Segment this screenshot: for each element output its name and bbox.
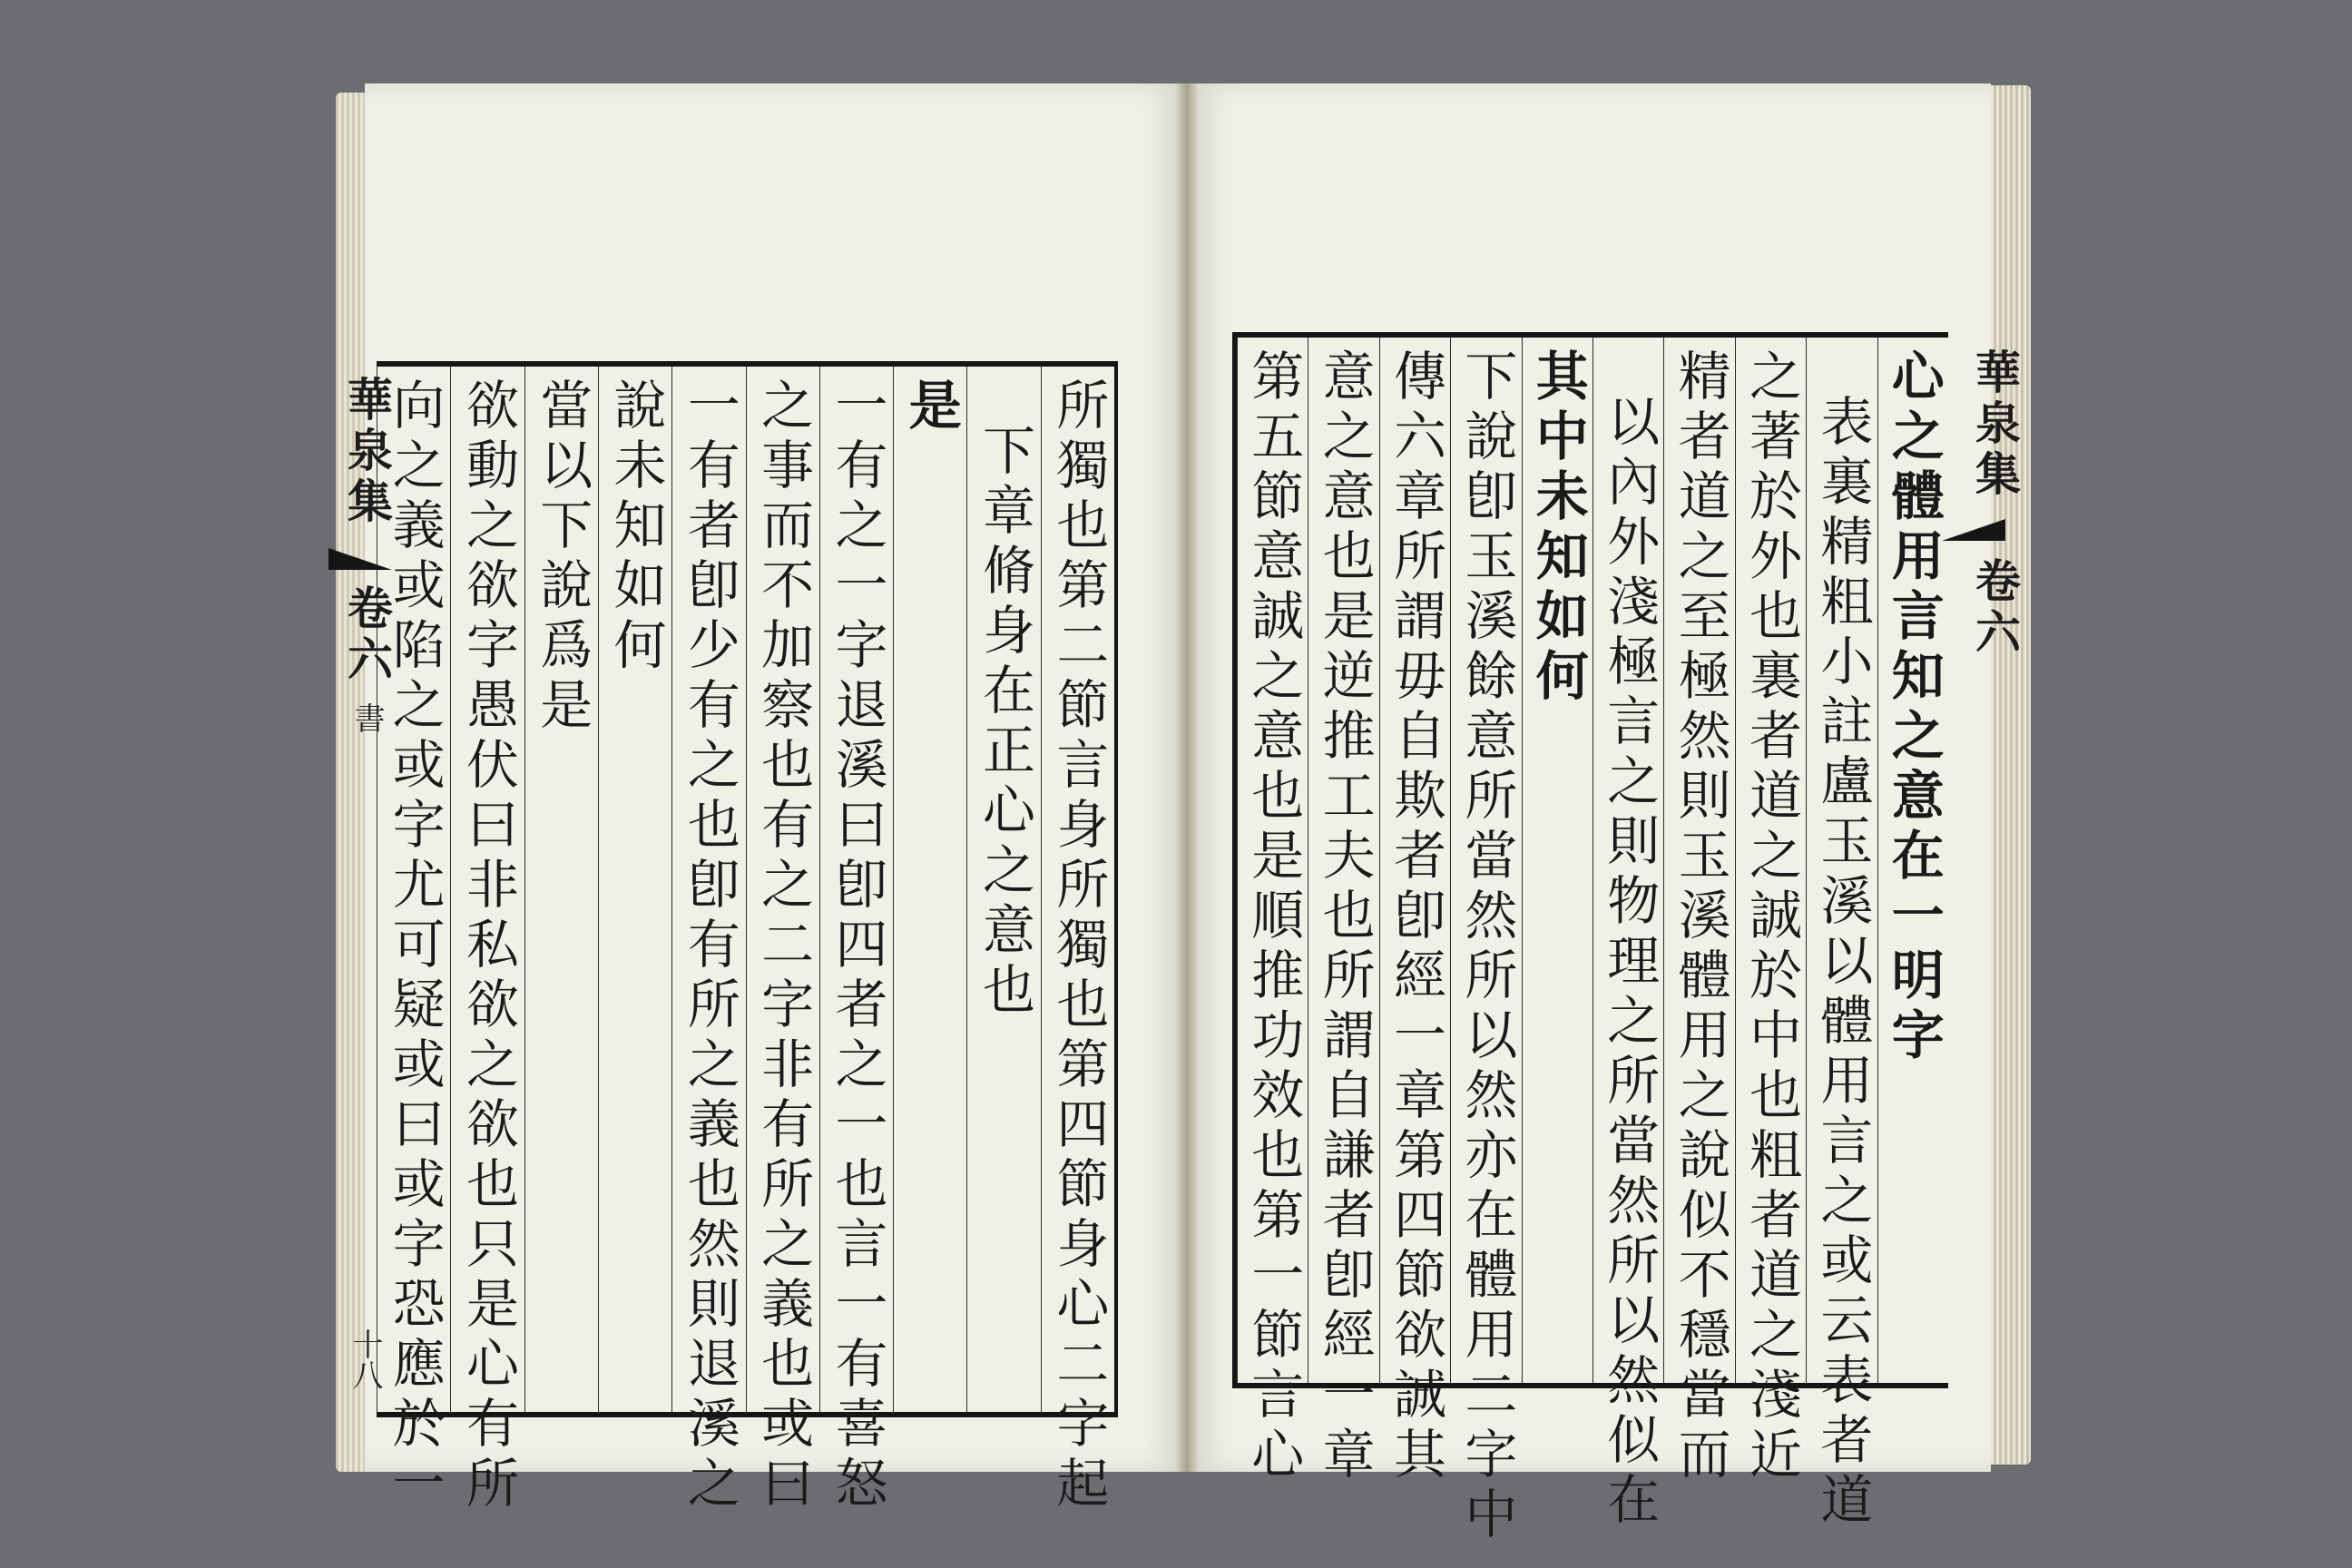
left-page-number: 十八 bbox=[347, 1328, 383, 1390]
column-rule bbox=[1522, 338, 1523, 1383]
text-column: 下章脩身在正心之意也 bbox=[974, 423, 1036, 1022]
column-rule bbox=[1877, 338, 1878, 1383]
column-rule bbox=[598, 367, 599, 1412]
text-column: 是 bbox=[899, 377, 962, 437]
text-column: 下說卽玉溪餘意所當然所以然亦在體用二字中 bbox=[1455, 348, 1518, 1546]
text-column: 以內外淺極言之則物理之所當然所以然似在 bbox=[1598, 394, 1661, 1532]
column-rule bbox=[1237, 338, 1238, 1383]
column-rule bbox=[450, 367, 451, 1412]
text-column: 欲動之欲字愚伏曰非私欲之欲也只是心有所 bbox=[456, 377, 519, 1515]
text-column: 心之體用言知之意在一明字 bbox=[1882, 348, 1945, 1067]
right-text-frame bbox=[1232, 332, 1948, 1546]
column-rule bbox=[1379, 338, 1380, 1383]
column-rule bbox=[893, 367, 894, 1412]
page-edges-right bbox=[1985, 85, 2031, 1465]
column-rule bbox=[671, 367, 672, 1412]
column-rule bbox=[966, 367, 967, 1412]
column-rule bbox=[746, 367, 747, 1412]
column-rule bbox=[1806, 338, 1807, 1383]
column-rule bbox=[1735, 338, 1736, 1383]
text-column: 當以下說爲是 bbox=[531, 377, 593, 737]
text-column: 第五節意誠之意也是順推功效也第一節言心 bbox=[1242, 348, 1305, 1486]
column-rule bbox=[1663, 338, 1664, 1383]
text-column: 之事而不加察也有之二字非有所之義也或曰 bbox=[752, 377, 815, 1515]
column-rule bbox=[1450, 338, 1451, 1383]
column-rule bbox=[1592, 338, 1593, 1383]
left-header-title: 華泉集 bbox=[340, 376, 394, 528]
text-column: 說未知如何 bbox=[604, 377, 667, 677]
text-column: 其中未知如何 bbox=[1526, 348, 1589, 708]
text-column: 一有之一字退溪曰卽四者之一也言一有喜怒 bbox=[826, 377, 888, 1515]
text-column: 一有者卽少有之也卽有所之義也然則退溪之 bbox=[678, 377, 740, 1515]
column-rule bbox=[524, 367, 525, 1412]
text-column: 精者道之至極然則玉溪體用之說似不穩當而 bbox=[1669, 348, 1731, 1486]
text-column: 表裏精粗小註盧玉溪以體用言之或云表者道 bbox=[1811, 394, 1874, 1532]
left-text-frame bbox=[377, 361, 1118, 1515]
text-column: 傳六章所謂毋自欺者卽經一章第四節欲誠其 bbox=[1385, 348, 1446, 1486]
text-column: 向之義或陷之或字尤可疑或曰或字恐應於一 bbox=[383, 377, 446, 1515]
text-column: 所獨也第二節言身所獨也第四節身心二字起 bbox=[1047, 377, 1110, 1515]
left-section-mark: 書 bbox=[348, 702, 385, 733]
open-book bbox=[336, 76, 2031, 1546]
text-column: 意之意也是逆推工夫也所謂自謙者卽經一章 bbox=[1313, 348, 1376, 1486]
column-rule bbox=[819, 367, 820, 1412]
right-header-title: 華泉集 bbox=[1968, 348, 2022, 501]
left-volume-label: 卷六 bbox=[340, 584, 394, 686]
text-column: 之著於外也裏者道之誠於中也粗者道之淺近 bbox=[1740, 348, 1802, 1486]
book-gutter bbox=[1176, 83, 1198, 1472]
column-rule bbox=[1041, 367, 1042, 1412]
right-volume-label: 卷六 bbox=[1968, 557, 2022, 659]
